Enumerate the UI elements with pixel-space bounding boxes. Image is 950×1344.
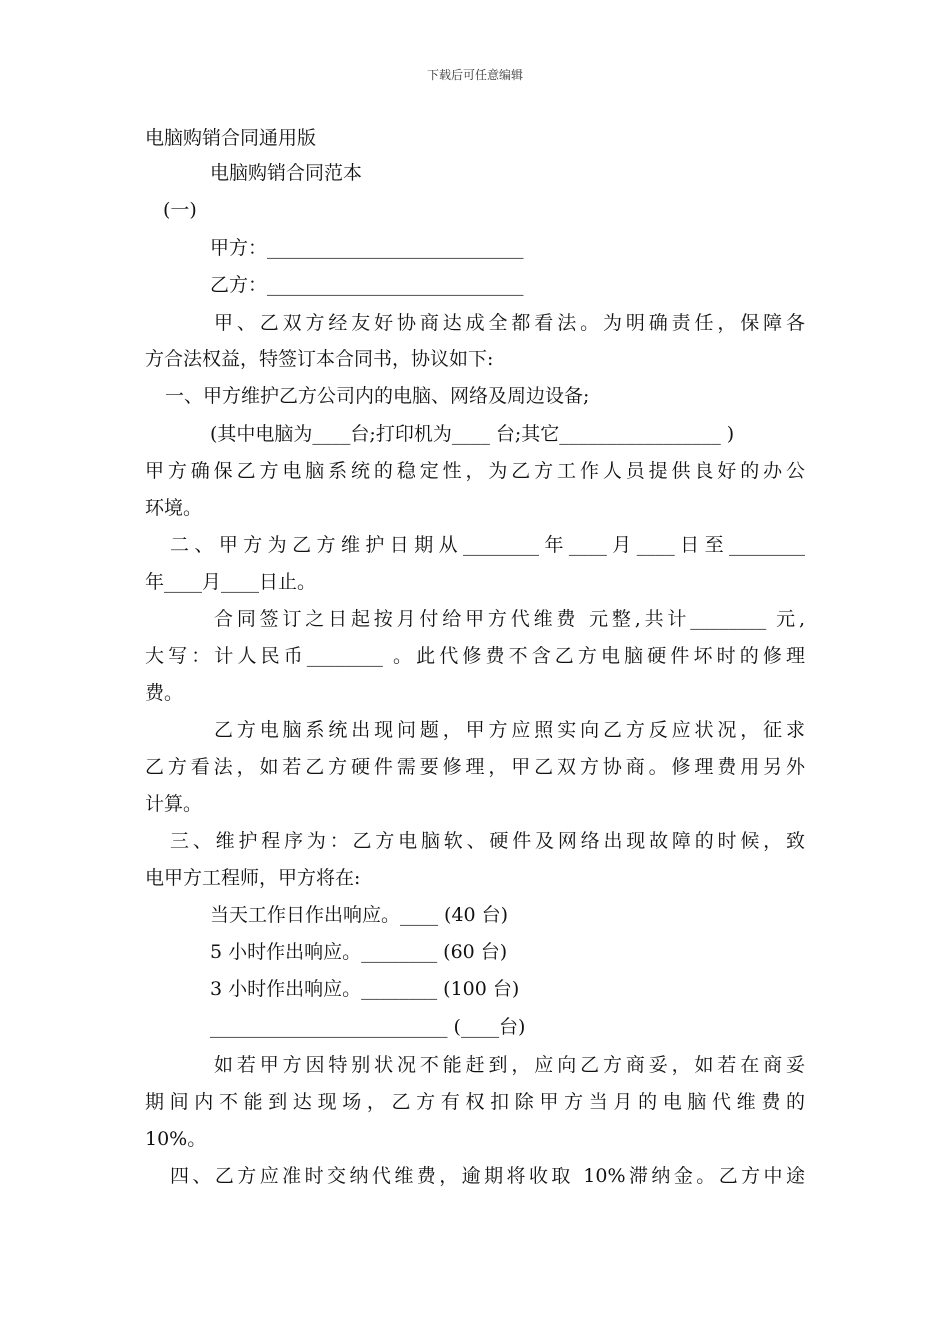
response-option: _________________________ (____台) — [210, 1016, 526, 1038]
clause-1-heading: 一、甲方维护乙方公司内的电脑、网络及周边设备; — [165, 385, 590, 407]
paragraph-line: 大写：计人民币________ 。此代修费不含乙方电脑硬件坏时的修理 — [145, 645, 805, 667]
party-b-line: 乙方：___________________________ — [210, 274, 524, 296]
paragraph-line: 乙方电脑系统出现问题，甲方应照实向乙方反应状况，征求 — [214, 719, 805, 741]
response-option: 当天工作日作出响应。____ (40 台) — [210, 904, 509, 926]
section-number: (一) — [163, 199, 197, 221]
paragraph-line: (其中电脑为____台;打印机为____ 台;其它_________________ ) — [210, 423, 735, 445]
page-header: 下载后可任意编辑 — [426, 68, 523, 82]
document-title: 电脑购销合同通用版 — [145, 127, 317, 149]
clause-3-heading: 三、维护程序为：乙方电脑软、硬件及网络出现故障的时候，致 — [170, 830, 805, 852]
paragraph-line: 甲、乙双方经友好协商达成全都看法。为明确责任，保障各 — [214, 312, 805, 334]
paragraph-line: 合同签订之日起按月付给甲方代维费 元整,共计________ 元, — [214, 608, 805, 630]
paragraph-line: 计算。 — [145, 793, 203, 815]
paragraph-line: 期间内不能到达现场，乙方有权扣除甲方当月的电脑代维费的 — [145, 1091, 805, 1113]
party-a-line: 甲方：___________________________ — [210, 237, 524, 259]
clause-2-heading: 二、甲方为乙方维护日期从________年____月____日至________ — [170, 534, 805, 556]
paragraph-line: 甲方确保乙方电脑系统的稳定性，为乙方工作人员提供良好的办公 — [145, 460, 805, 482]
contract-subtitle: 电脑购销合同范本 — [210, 162, 363, 184]
paragraph-line: 环境。 — [145, 497, 203, 519]
paragraph-line: 电甲方工程师，甲方将在: — [145, 867, 361, 889]
paragraph-line: 年____月____日止。 — [145, 571, 317, 593]
paragraph-line: 费。 — [145, 682, 184, 704]
paragraph-line: 乙方看法，如若乙方硬件需要修理，甲乙双方协商。修理费用另外 — [145, 756, 805, 778]
paragraph-line: 方合法权益，特签订本合同书，协议如下: — [145, 348, 494, 370]
paragraph-line: 如若甲方因特别状况不能赶到，应向乙方商妥，如若在商妥 — [214, 1054, 805, 1076]
clause-4-heading: 四、乙方应准时交纳代维费，逾期将收取 10%滞纳金。乙方中途 — [170, 1165, 805, 1187]
response-option: 3 小时作出响应。________ (100 台) — [210, 978, 520, 1000]
response-option: 5 小时作出响应。________ (60 台) — [210, 941, 508, 963]
paragraph-line: 10%。 — [145, 1128, 207, 1150]
